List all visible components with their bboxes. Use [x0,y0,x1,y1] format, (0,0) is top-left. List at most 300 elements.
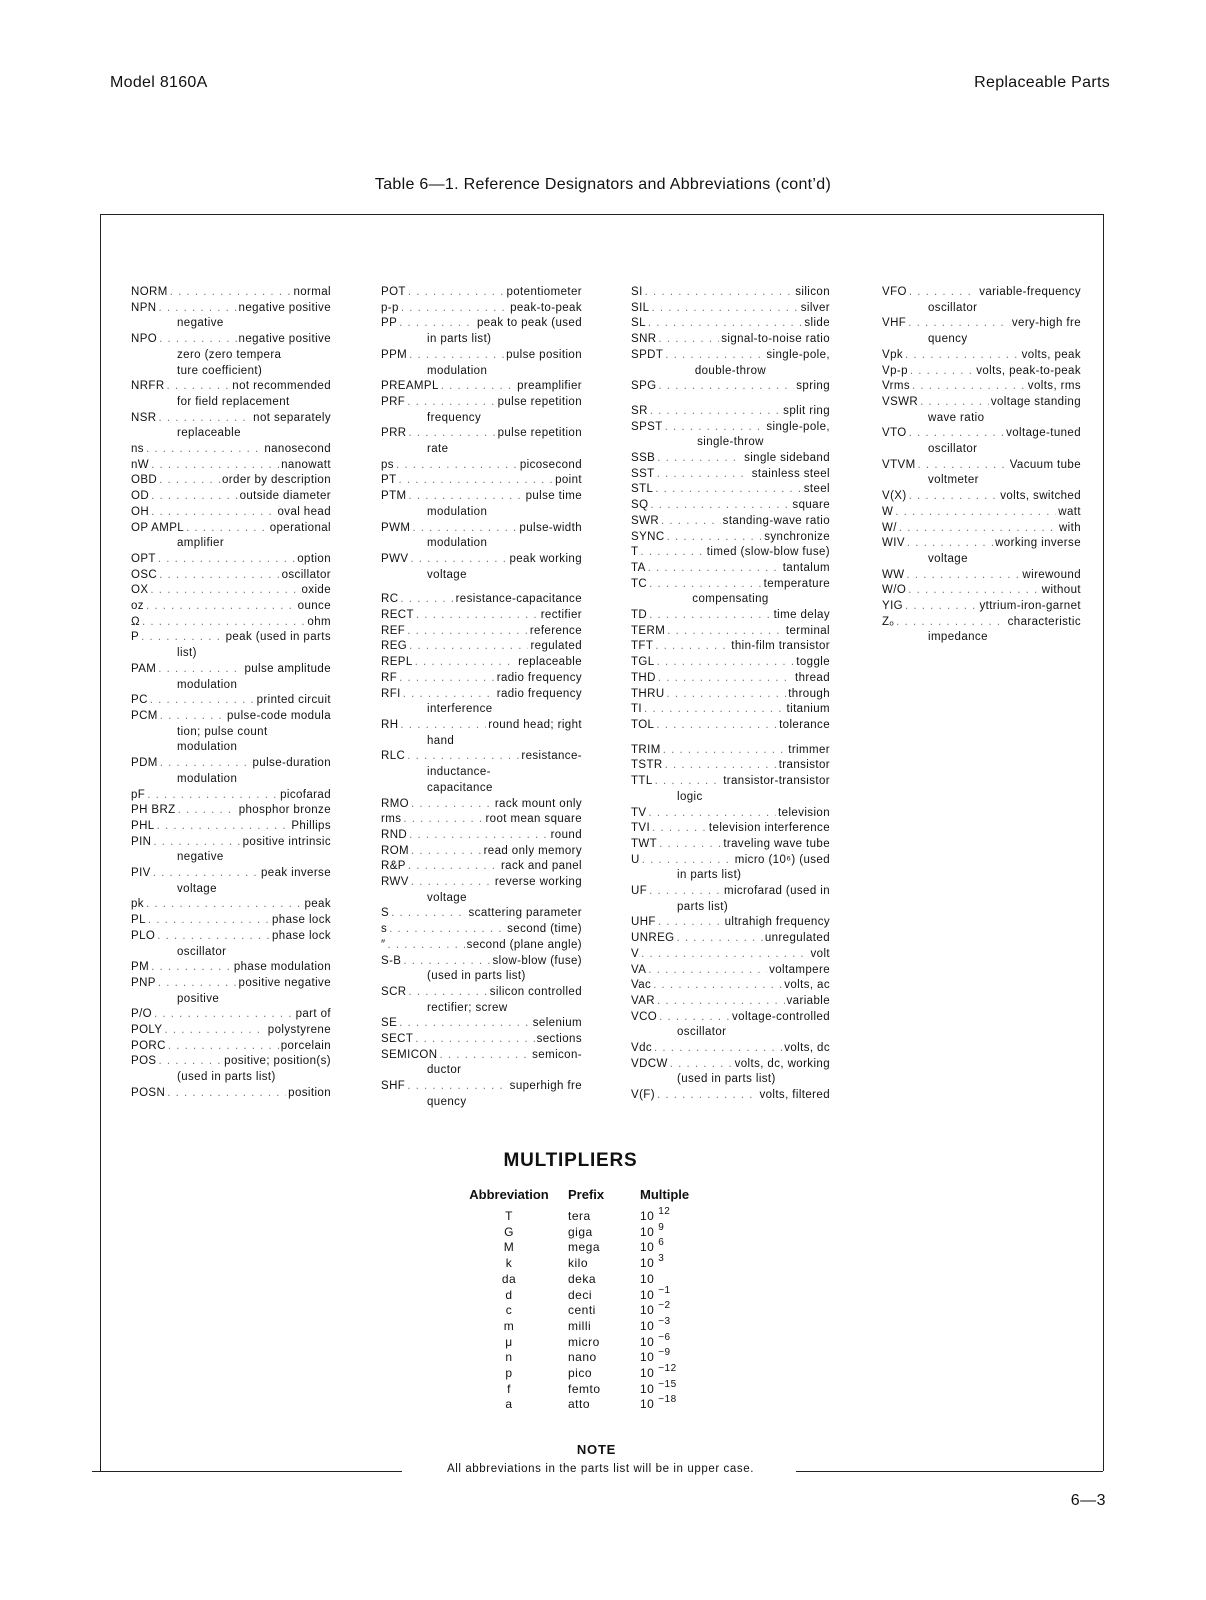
entry-line [882,505,1081,521]
multiplier-row [450,1225,720,1241]
multiplier-row [450,1382,720,1398]
definition: standing-wave ratio [722,514,830,527]
leader-dots [416,608,539,624]
entry-line [882,536,1081,552]
multiplier-abbreviation: k [505,1256,513,1271]
definition: voltage-controlled [732,1010,830,1023]
definition: variable [786,994,830,1007]
abbreviation: TV [631,806,647,819]
abbreviation: OP AMPL [131,521,185,534]
multiplier-abbreviation: G [504,1224,514,1239]
leader-dots [658,332,719,348]
definition-continuation: list) [177,647,197,660]
definition: root mean square [485,813,582,826]
abbreviation: PIV [131,867,151,880]
leader-dots [164,1023,265,1039]
entry-line [131,819,331,835]
entry-spacer [631,734,830,743]
abbreviation-entry [631,821,830,837]
abbreviation-entry [131,458,331,474]
entry-line [131,505,331,521]
abbreviation: NPN [131,301,157,314]
leader-dots [408,285,505,301]
abbreviation-entry [381,458,582,474]
definition-continuation: oscillator [928,443,978,456]
abbreviation-entry [381,592,582,608]
abbreviation: TVI [631,822,651,835]
abbreviation-entry [131,615,331,631]
definition: superhigh fre [509,1080,582,1093]
entry-line [631,301,830,317]
multiplier-multiple [640,1300,720,1319]
definition: position [288,1086,331,1099]
entry-line [381,379,582,395]
multiplier-prefix: giga [568,1224,593,1239]
abbreviation-entry [381,348,582,379]
definition: oscillator [281,568,331,581]
col-header-prefix: Prefix [568,1187,605,1202]
abbreviation-entry [631,639,830,655]
leader-dots [167,379,231,395]
definition: ounce [297,600,331,613]
entry-line [131,1023,331,1039]
leader-dots [909,489,999,505]
abbreviation: Vp-p [882,364,908,377]
definition: toggle [796,656,830,669]
abbreviation: pF [131,788,146,801]
abbreviation-column-2 [381,285,582,1111]
definition-continuation: modulation [427,364,488,377]
abbreviation-entry [381,859,582,875]
definition-continuation: voltmeter [928,474,979,487]
leader-dots [670,1057,733,1073]
abbreviation: PH BRZ [131,804,176,817]
abbreviation-entry [631,379,830,395]
abbreviation: UHF [631,916,656,929]
entry-line [131,583,331,599]
definition: Vacuum tube [1009,458,1081,471]
definition-continuation: quency [928,333,968,346]
abbreviation-entry [882,426,1081,457]
abbreviation-entry [631,577,830,608]
leader-dots [895,505,1056,521]
abbreviation: PREAMPL [381,380,439,393]
definition-continuation: zero (zero tempera [177,348,282,361]
abbreviation: PDM [131,757,158,770]
abbreviation-entry [131,835,331,866]
definition: volts, switched [1000,490,1081,503]
abbreviation: POT [381,286,406,298]
table-title: Table 6—1. Reference Designators and Abbreviations (cont’d) [374,176,832,193]
entry-line [131,615,331,631]
abbreviation: UF [631,885,648,898]
abbreviation: oz [131,600,144,613]
multiplier-prefix: tera [568,1209,591,1223]
abbreviation-entry [631,758,830,774]
abbreviation-entry [631,837,830,853]
multiple-exponent: 12 [658,1206,671,1217]
abbreviation: SHF [381,1080,406,1093]
definition-continuation: single-throw [697,436,764,449]
definition: single-pole, [766,348,830,361]
definition-continuation: impedance [928,631,988,644]
definition: tantalum [782,561,830,574]
definition: second (plane angle) [466,938,582,951]
leader-dots [158,552,295,568]
entry-spacer [381,583,582,592]
abbreviation: SYNC [631,530,665,543]
abbreviation: SIL [631,301,650,314]
abbreviation-entry [131,960,331,976]
abbreviation: THRU [631,687,665,700]
leader-dots [407,1079,507,1095]
leader-dots [644,702,785,718]
leader-dots [387,938,464,954]
definition: pulse amplitude [244,662,331,675]
leader-dots [146,442,262,458]
abbreviation-entry [381,655,582,671]
definition-continuation: double-throw [694,364,767,377]
abbreviation-entry [131,1007,331,1023]
entry-line [381,608,582,624]
abbreviation-entry [131,568,331,584]
entry-line [131,599,331,615]
abbreviation: SPDT [631,348,664,361]
definition-continuation: rate [427,443,449,456]
definition: very-high fre [1011,317,1081,330]
entry-line [631,671,830,687]
leader-dots [908,583,1040,599]
abbreviation-entry [131,301,331,332]
abbreviation: RLC [381,750,406,763]
multiplier-multiple [640,1315,720,1335]
definition: sections [536,1033,582,1046]
abbreviation-entry [631,884,830,915]
abbreviation: TA [631,561,646,574]
note-title: NOTE [576,1442,617,1457]
abbreviation: OSC [131,568,158,581]
abbreviation: OD [131,490,150,503]
multiplier-multiple [640,1394,720,1413]
definition-continuation: negative [177,317,224,330]
definition: traveling wave tube [723,837,830,850]
abbreviation-entry [131,1039,331,1055]
abbreviation-entry [131,897,331,913]
leader-dots [659,837,721,853]
abbreviation: NORM [131,286,168,298]
entry-line [131,301,331,317]
entry-line [131,976,331,992]
leader-dots [408,489,523,505]
multipliers-header-row [450,1187,720,1209]
leader-dots [399,473,554,489]
definition: titanium [786,703,830,716]
abbreviation-entry [631,348,830,379]
abbreviation-entry [631,963,830,979]
entry-line [381,639,582,655]
leader-dots [403,812,483,828]
entry-line [631,687,830,703]
entry-line [131,568,331,584]
leader-dots [657,451,742,467]
entry-line [381,875,582,891]
definition: micro (10⁶) (used [734,853,830,866]
definition: microfarad (used in [723,885,830,898]
multiple-base: 10 [640,1271,655,1286]
definition-continuation: in parts list) [427,333,492,346]
abbreviation: PLO [131,929,156,942]
leader-dots [159,332,236,348]
abbreviation: T [631,546,639,559]
entry-line [381,906,582,922]
abbreviation-entry [381,797,582,813]
abbreviation-entry [381,749,582,796]
multiple-exponent: −3 [658,1315,671,1327]
abbreviation-entry [131,1086,331,1102]
definition: steel [803,483,830,496]
abbreviation-entry [882,379,1081,395]
definition-continuation: capacitance [427,781,493,794]
leader-dots [158,976,237,992]
abbreviation: PRR [381,427,407,440]
abbreviation-entry [631,332,830,348]
multiplier-prefix: deka [568,1271,597,1286]
definition: pulse time [525,490,582,503]
leader-dots [659,379,795,395]
entry-line [131,379,331,395]
entry-line [631,931,830,947]
leader-dots [649,608,771,624]
abbreviation-entry [381,552,582,583]
multiplier-abbreviation: T [505,1209,513,1223]
definition-continuation: voltage [427,891,467,904]
leader-dots [909,285,977,301]
definition: picosecond [519,458,582,471]
abbreviation-entry [882,364,1081,380]
leader-dots [168,1039,279,1055]
leader-dots [153,835,240,851]
multiplier-multiple [640,1221,720,1241]
definition: regulated [530,640,582,653]
entry-line [381,985,582,1001]
entry-line [882,316,1081,332]
entry-line [131,803,331,819]
leader-dots [400,592,453,608]
abbreviation-entry [882,583,1081,599]
definition: picofarad [280,788,331,801]
abbreviation: OPT [131,552,156,565]
definition: phosphor bronze [238,804,331,817]
table-border-top [100,214,1103,215]
leader-dots [667,687,787,703]
definition-continuation: voltage [427,568,467,581]
entry-line [882,379,1081,395]
entry-line [381,552,582,568]
leader-dots [920,395,989,411]
definition: tolerance [779,718,830,731]
leader-dots [178,803,237,819]
leader-dots [899,521,1057,537]
abbreviation: SPST [631,420,663,433]
leader-dots [651,301,798,317]
definition: polystyrene [267,1024,331,1037]
multipliers-body [450,1206,720,1413]
abbreviation: OH [131,505,150,518]
abbreviation-entry [631,978,830,994]
entry-line [631,348,830,364]
entry-line [631,467,830,483]
abbreviation: PT [381,474,397,487]
abbreviation-entry [381,954,582,985]
abbreviation-entry [631,285,830,301]
abbreviation-entry [131,803,331,819]
abbreviation: WIV [882,537,905,550]
multiple-base: 10 [640,1318,655,1333]
abbreviation: S [381,907,390,920]
definition: slide [804,317,830,330]
entry-line [381,859,582,875]
definition: operational [269,521,331,534]
abbreviation-entry [882,316,1081,347]
entry-line [631,884,830,900]
definition: porcelain [280,1039,331,1052]
leader-dots [158,301,236,317]
multiplier-prefix: atto [568,1397,591,1412]
abbreviation-entry [381,608,582,624]
entry-line [882,599,1081,615]
entry-line [631,498,830,514]
abbreviation: P [131,631,140,644]
abbreviation: P/O [131,1008,153,1021]
abbreviation: TI [631,703,643,716]
definition-continuation: ture coefficient) [177,364,263,377]
definition: oxide [301,584,331,597]
entry-line [381,671,582,687]
entry-line [131,285,331,301]
multiplier-row [450,1288,720,1304]
leader-dots [399,1016,531,1032]
definition: nanosecond [264,443,331,456]
leader-dots [160,709,225,725]
abbreviation-entry [381,379,582,395]
multiplier-multiple [640,1284,720,1304]
abbreviation-entry [631,743,830,759]
entry-line [131,897,331,913]
definition: pulse-width [519,521,582,534]
entry-line [131,332,331,348]
entry-line [882,583,1081,599]
abbreviation-entry [882,505,1081,521]
abbreviation-entry [381,639,582,655]
abbreviation: PORC [131,1039,166,1052]
abbreviation-entry [631,1010,830,1041]
multiple-base: 10 [640,1209,655,1223]
definition: replaceable [518,656,582,669]
definition-continuation: voltage [928,552,968,565]
entry-line [381,521,582,537]
entry-line [131,489,331,505]
entry-line [131,960,331,976]
entry-line [381,828,582,844]
leader-dots [408,985,487,1001]
definition: stainless steel [751,467,830,480]
definition: watt [1058,505,1081,518]
entry-line [131,1054,331,1070]
definition: selenium [532,1017,582,1030]
abbreviation: PHL [131,819,155,832]
leader-dots [391,906,466,922]
multiple-base: 10 [640,1334,655,1349]
abbreviation-entry [381,687,582,718]
multiplier-prefix: femto [568,1381,601,1396]
abbreviation-entry [631,655,830,671]
abbreviation: NRFR [131,380,165,393]
multiplier-multiple [640,1378,720,1398]
definition: peak [304,898,331,911]
entry-line [381,592,582,608]
abbreviation-entry [882,615,1081,646]
definition: Phillips [291,819,331,832]
leader-dots [407,749,519,765]
leader-dots [159,568,279,584]
definition: ohm [307,615,331,628]
abbreviation-entry [131,332,331,379]
abbreviation: STL [631,483,654,496]
definition: voltampere [769,963,830,976]
abbreviation: Zₒ [882,615,895,628]
definition: reverse working [494,876,582,889]
abbreviation-entry [631,561,830,577]
multiple-exponent: −18 [658,1394,677,1406]
abbreviation-entry [131,442,331,458]
multiplier-abbreviation: d [505,1287,513,1302]
abbreviation: W/ [882,521,897,534]
entry-line [631,718,830,734]
leader-dots [655,639,729,655]
leader-dots [905,599,977,615]
definition-continuation: inductance- [427,766,491,779]
abbreviation-entry [631,702,830,718]
entry-line [381,473,582,489]
abbreviation-entry [381,906,582,922]
definition: wirewound [1022,568,1081,581]
abbreviation-entry [882,348,1081,364]
abbreviation-entry [631,451,830,467]
abbreviation: PNP [131,976,156,989]
entry-line [131,552,331,568]
multiplier-prefix: micro [568,1334,600,1349]
leader-dots [912,379,1026,395]
abbreviation-entry [131,473,331,489]
definition: nanowatt [281,458,331,471]
multiple-exponent: −15 [658,1378,677,1390]
definition: round [550,828,582,841]
definition-continuation: interference [427,703,493,716]
definition: radio frequency [496,687,582,700]
multiple-exponent: 6 [658,1237,665,1249]
leader-dots [657,655,795,671]
entry-line [131,521,331,537]
entry-line [131,630,331,646]
abbreviation: V [631,947,640,960]
definition: rack and panel [500,860,582,873]
abbreviation: PM [131,961,150,974]
abbreviation: RECT [381,609,414,622]
entry-line [131,442,331,458]
abbreviation: OX [131,584,149,597]
leader-dots [907,536,993,552]
definition-continuation: (used in parts list) [177,1071,276,1084]
